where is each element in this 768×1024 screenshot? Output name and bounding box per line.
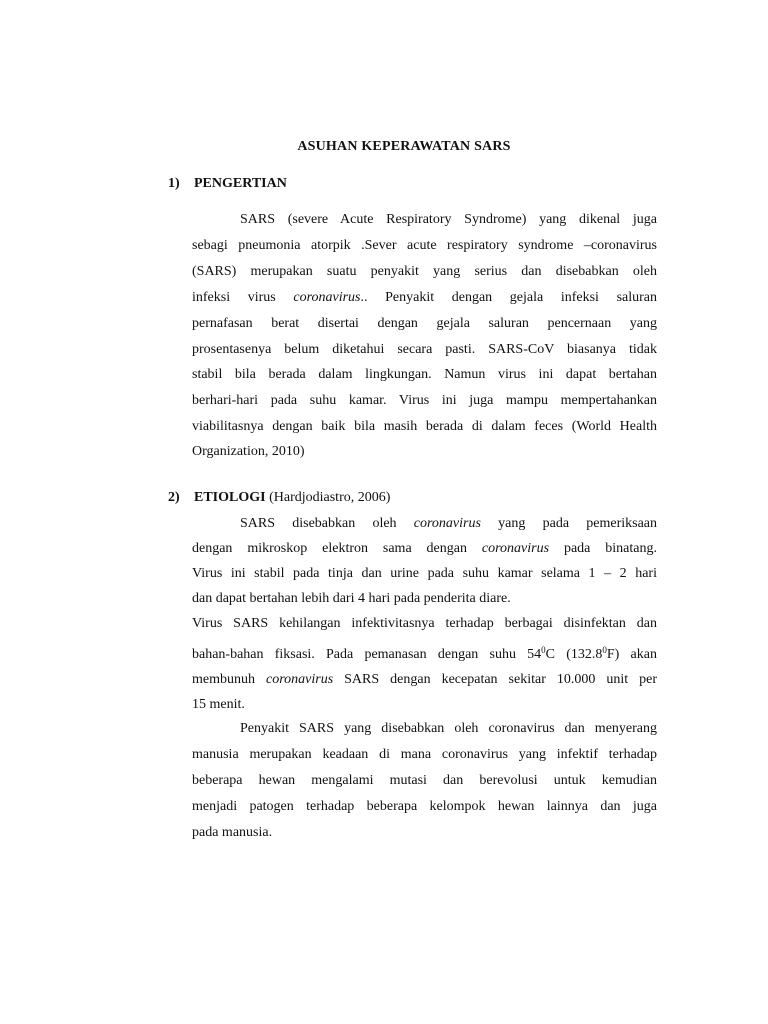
- paragraph-line: SARS (severe Acute Respiratory Syndrome) yang dikenal juga: [240, 212, 657, 227]
- text-span: C (132.8: [545, 647, 603, 662]
- paragraph-line: [192, 647, 657, 663]
- text-span: infeksi virus: [192, 290, 294, 305]
- section-reference: (Hardjodiastro, 2006): [265, 490, 391, 505]
- italic-term: coronavirus: [266, 672, 334, 687]
- paragraph-line: 15 menit.: [192, 697, 245, 712]
- paragraph-line: [192, 672, 657, 688]
- paragraph-line: (SARS) merupakan suatu penyakit yang serius dan disebabkan oleh: [192, 264, 657, 279]
- text-span: pada binatang.: [549, 541, 657, 556]
- section-heading-pengertian: [168, 176, 287, 192]
- paragraph-line: stabil bila berada dalam lingkungan. Namun virus ini dapat bertahan: [192, 367, 657, 382]
- paragraph-line: beberapa hewan mengalami mutasi dan berevolusi untuk kemudian: [192, 773, 657, 788]
- text-span: SARS dengan kecepatan sekitar 10.000 unit per: [333, 672, 657, 687]
- section-heading-etiologi: [168, 490, 390, 506]
- paragraph-line: berhari-hari pada suhu kamar. Virus ini juga mampu mempertahankan: [192, 393, 657, 408]
- section-number: 1): [168, 176, 180, 191]
- paragraph-line: sebagi pneumonia atorpik .Sever acute respiratory syndrome –coronavirus: [192, 238, 657, 253]
- text-span: dengan mikroskop elektron sama dengan: [192, 541, 482, 556]
- text-span: membunuh: [192, 672, 266, 687]
- section-title: ETIOLOGI: [194, 490, 266, 505]
- text-span: .. Penyakit dengan gejala infeksi saluran: [360, 290, 658, 305]
- paragraph-line: viabilitasnya dengan baik bila masih berada di dalam feces (World Health: [192, 419, 657, 434]
- paragraph-line: Penyakit SARS yang disebabkan oleh coronavirus dan menyerang: [240, 721, 657, 736]
- document-title: ASUHAN KEPERAWATAN SARS: [297, 139, 511, 154]
- paragraph-line: [192, 290, 657, 306]
- italic-term: coronavirus: [413, 516, 481, 531]
- text-span: yang pada pemeriksaan: [480, 516, 657, 531]
- degree-superscript: 0: [541, 645, 546, 655]
- degree-superscript: 0: [602, 645, 607, 655]
- paragraph-line: dan dapat bertahan lebih dari 4 hari pada penderita diare.: [192, 591, 511, 606]
- paragraph-line: [240, 516, 657, 532]
- section-number: 2): [168, 490, 180, 505]
- text-span: SARS disebabkan oleh: [240, 516, 414, 531]
- italic-term: coronavirus: [481, 541, 550, 556]
- italic-term: coronavirus: [293, 290, 361, 305]
- paragraph-line: pada manusia.: [192, 825, 273, 840]
- paragraph-line: Virus SARS kehilangan infektivitasnya terhadap berbagai disinfektan dan: [192, 616, 657, 631]
- paragraph-line: manusia merupakan keadaan di mana coronavirus yang infektif terhadap: [192, 747, 657, 762]
- paragraph-line: menjadi patogen terhadap beberapa kelompok hewan lainnya dan juga: [192, 799, 657, 814]
- text-span: bahan-bahan fiksasi. Pada pemanasan dengan suhu 54: [192, 647, 542, 662]
- text-span: F) akan: [606, 647, 657, 662]
- paragraph-line: Virus ini stabil pada tinja dan urine pada suhu kamar selama 1 – 2 hari: [192, 566, 657, 581]
- paragraph-line: Organization, 2010): [192, 444, 305, 459]
- paragraph-line: pernafasan berat disertai dengan gejala saluran pencernaan yang: [192, 316, 657, 331]
- section-title: PENGERTIAN: [194, 176, 287, 191]
- paragraph-line: prosentasenya belum diketahui secara pasti. SARS-CoV biasanya tidak: [192, 342, 657, 357]
- paragraph-line: [192, 541, 657, 557]
